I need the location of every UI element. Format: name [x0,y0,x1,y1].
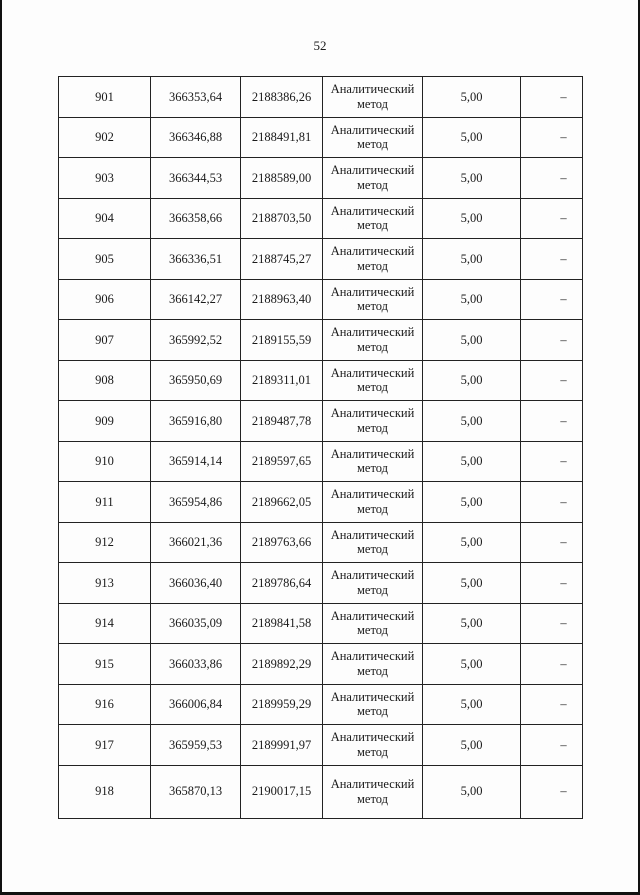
method-cell [323,522,423,563]
point-number-cell: 901 [59,77,151,118]
y-coordinate-cell: 2189597,65 [241,441,323,482]
note-dash: – [560,292,567,307]
method-line-1: Аналитический [330,365,415,380]
point-number-cell: 913 [59,563,151,604]
table-row [59,401,583,442]
page-number: 52 [313,38,327,53]
accuracy-cell: 5,00 [423,603,521,644]
point-number-cell: 903 [59,158,151,199]
accuracy-cell: 5,00 [423,239,521,280]
accuracy-cell: 5,00 [423,279,521,320]
note-dash: – [560,373,567,388]
table-row [59,482,583,523]
note-dash: – [560,170,567,185]
y-coordinate-cell: 2189487,78 [241,401,323,442]
method-cell [323,563,423,604]
method-cell [323,117,423,158]
table-row [59,522,583,563]
x-coordinate-cell: 365914,14 [151,441,241,482]
y-coordinate-cell: 2188386,26 [241,77,323,118]
x-coordinate-cell: 365916,80 [151,401,241,442]
note-cell [521,725,583,766]
method-line-2: метод [356,704,388,719]
note-dash: – [560,697,567,712]
point-number-cell: 917 [59,725,151,766]
point-number-cell: 909 [59,401,151,442]
note-cell [521,77,583,118]
method-line-1: Аналитический [330,777,415,792]
table-row [59,320,583,361]
table-row [59,684,583,725]
point-number-cell: 905 [59,239,151,280]
method-line-1: Аналитический [330,244,415,259]
accuracy-cell: 5,00 [423,725,521,766]
note-dash: – [560,616,567,631]
accuracy-cell: 5,00 [423,684,521,725]
y-coordinate-cell: 2189763,66 [241,522,323,563]
method-line-1: Аналитический [330,568,415,583]
y-coordinate-cell: 2189959,29 [241,684,323,725]
note-cell [521,401,583,442]
method-line-2: метод [356,663,388,678]
y-coordinate-cell: 2189892,29 [241,644,323,685]
method-line-2: метод [356,744,388,759]
accuracy-cell: 5,00 [423,765,521,818]
accuracy-cell: 5,00 [423,117,521,158]
accuracy-cell: 5,00 [423,401,521,442]
method-line-2: метод [356,582,388,597]
x-coordinate-cell: 366021,36 [151,522,241,563]
method-line-2: метод [356,542,388,557]
note-cell [521,279,583,320]
accuracy-cell: 5,00 [423,77,521,118]
y-coordinate-cell: 2189155,59 [241,320,323,361]
method-line-2: метод [356,258,388,273]
note-dash: – [560,413,567,428]
point-number-cell: 910 [59,441,151,482]
method-line-1: Аналитический [330,82,415,97]
method-line-2: метод [356,420,388,435]
x-coordinate-cell: 365992,52 [151,320,241,361]
table-row [59,441,583,482]
x-coordinate-cell: 366358,66 [151,198,241,239]
method-cell [323,279,423,320]
coordinates-table [58,76,583,819]
point-number-cell: 914 [59,603,151,644]
table-row [59,725,583,766]
method-line-1: Аналитический [330,325,415,340]
note-cell [521,563,583,604]
x-coordinate-cell: 366353,64 [151,77,241,118]
method-cell [323,320,423,361]
note-dash: – [560,784,567,799]
x-coordinate-cell: 366142,27 [151,279,241,320]
method-line-1: Аналитический [330,730,415,745]
point-number-cell: 908 [59,360,151,401]
method-line-2: метод [356,96,388,111]
method-cell [323,77,423,118]
table-row [59,603,583,644]
y-coordinate-cell: 2188589,00 [241,158,323,199]
note-dash: – [560,251,567,266]
note-cell [521,684,583,725]
note-dash: – [560,535,567,550]
y-coordinate-cell: 2189841,58 [241,603,323,644]
point-number-cell: 911 [59,482,151,523]
point-number-cell: 907 [59,320,151,361]
note-cell [521,522,583,563]
method-line-2: метод [356,501,388,516]
method-line-1: Аналитический [330,163,415,178]
method-cell [323,725,423,766]
point-number-cell: 902 [59,117,151,158]
note-cell [521,320,583,361]
method-cell [323,198,423,239]
method-line-2: метод [356,137,388,152]
table-row [59,239,583,280]
note-dash: – [560,494,567,509]
y-coordinate-cell: 2189311,01 [241,360,323,401]
note-cell [521,441,583,482]
note-dash: – [560,130,567,145]
x-coordinate-cell: 366006,84 [151,684,241,725]
method-cell [323,684,423,725]
method-line-1: Аналитический [330,608,415,623]
method-line-1: Аналитический [330,446,415,461]
note-cell [521,198,583,239]
note-cell [521,644,583,685]
y-coordinate-cell: 2189662,05 [241,482,323,523]
accuracy-cell: 5,00 [423,563,521,604]
point-number-cell: 915 [59,644,151,685]
point-number-cell: 904 [59,198,151,239]
method-cell [323,239,423,280]
table-row [59,360,583,401]
point-number-cell: 916 [59,684,151,725]
method-line-1: Аналитический [330,689,415,704]
table-row [59,279,583,320]
method-line-1: Аналитический [330,649,415,664]
table-row [59,563,583,604]
x-coordinate-cell: 365950,69 [151,360,241,401]
method-cell [323,765,423,818]
method-cell [323,603,423,644]
method-line-2: метод [356,380,388,395]
note-dash: – [560,575,567,590]
table-row [59,77,583,118]
table-row [59,117,583,158]
note-cell [521,360,583,401]
y-coordinate-cell: 2188491,81 [241,117,323,158]
accuracy-cell: 5,00 [423,522,521,563]
method-line-2: метод [356,299,388,314]
accuracy-cell: 5,00 [423,441,521,482]
note-dash: – [560,656,567,671]
method-cell [323,158,423,199]
accuracy-cell: 5,00 [423,158,521,199]
method-cell [323,482,423,523]
accuracy-cell: 5,00 [423,360,521,401]
note-cell [521,158,583,199]
table-row [59,765,583,818]
method-cell [323,644,423,685]
x-coordinate-cell: 366036,40 [151,563,241,604]
note-dash: – [560,211,567,226]
accuracy-cell: 5,00 [423,644,521,685]
coordinates-table-body [59,77,583,819]
table-row [59,198,583,239]
accuracy-cell: 5,00 [423,198,521,239]
x-coordinate-cell: 366346,88 [151,117,241,158]
table-row [59,158,583,199]
y-coordinate-cell: 2188963,40 [241,279,323,320]
x-coordinate-cell: 365870,13 [151,765,241,818]
y-coordinate-cell: 2188703,50 [241,198,323,239]
x-coordinate-cell: 366344,53 [151,158,241,199]
method-line-1: Аналитический [330,284,415,299]
note-dash: – [560,737,567,752]
note-dash: – [560,332,567,347]
note-cell [521,117,583,158]
method-line-2: метод [356,623,388,638]
method-line-2: метод [356,339,388,354]
x-coordinate-cell: 365954,86 [151,482,241,523]
x-coordinate-cell: 366336,51 [151,239,241,280]
note-cell [521,482,583,523]
method-line-2: метод [356,218,388,233]
point-number-cell: 918 [59,765,151,818]
y-coordinate-cell: 2188745,27 [241,239,323,280]
accuracy-cell: 5,00 [423,482,521,523]
x-coordinate-cell: 366033,86 [151,644,241,685]
point-number-cell: 906 [59,279,151,320]
y-coordinate-cell: 2189991,97 [241,725,323,766]
method-line-2: метод [356,461,388,476]
table-row [59,644,583,685]
method-line-1: Аналитический [330,122,415,137]
method-line-1: Аналитический [330,406,415,421]
method-line-1: Аналитический [330,203,415,218]
method-line-2: метод [356,177,388,192]
note-dash: – [560,454,567,469]
method-line-1: Аналитический [330,487,415,502]
x-coordinate-cell: 365959,53 [151,725,241,766]
y-coordinate-cell: 2189786,64 [241,563,323,604]
method-cell [323,360,423,401]
x-coordinate-cell: 366035,09 [151,603,241,644]
note-cell [521,765,583,818]
method-line-1: Аналитический [330,527,415,542]
y-coordinate-cell: 2190017,15 [241,765,323,818]
method-cell [323,401,423,442]
method-cell [323,441,423,482]
method-line-2: метод [356,791,388,806]
note-dash: – [560,89,567,104]
note-cell [521,239,583,280]
point-number-cell: 912 [59,522,151,563]
accuracy-cell: 5,00 [423,320,521,361]
note-cell [521,603,583,644]
